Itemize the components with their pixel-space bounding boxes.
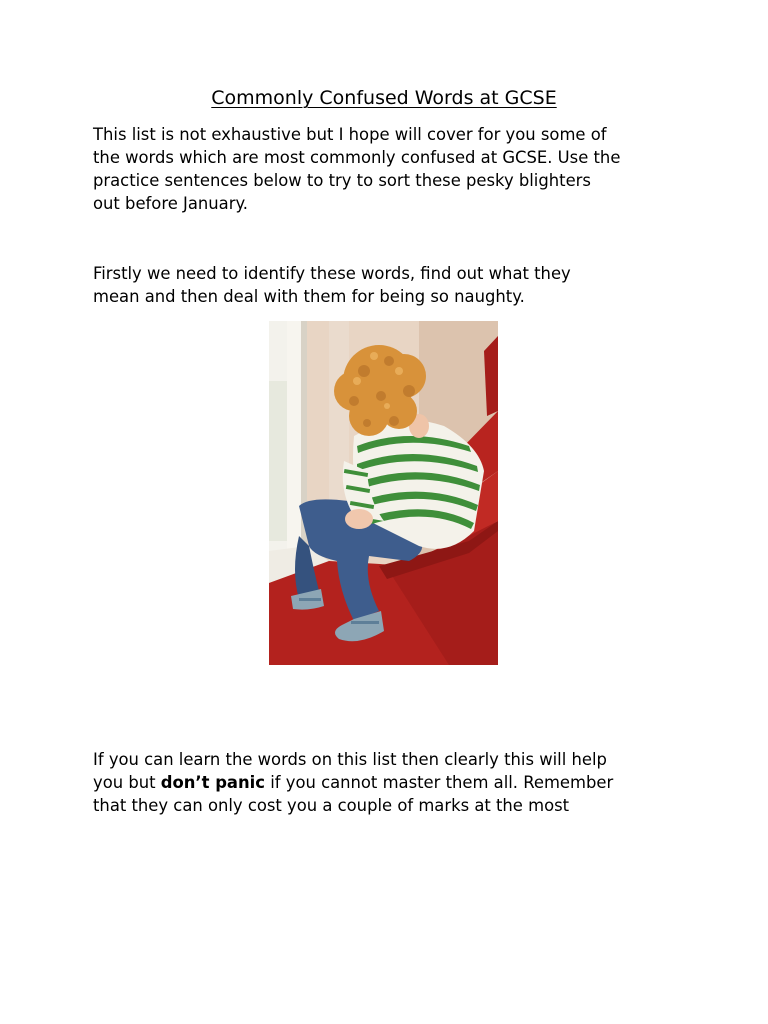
document-title: Commonly Confused Words at GCSE — [211, 87, 557, 109]
closing-line: that they can only cost you a couple of marks at the most — [93, 796, 570, 815]
firstly-line: mean and then deal with them for being so naughty. — [93, 287, 525, 306]
closing-line: If you can learn the words on this list then clearly this will help — [93, 750, 607, 769]
intro-line: the words which are most commonly confused at GCSE. Use the — [93, 148, 621, 167]
closing-line — [93, 771, 683, 794]
firstly-line: Firstly we need to identify these words, find out what they — [93, 264, 571, 283]
intro-paragraph — [93, 123, 683, 215]
closing-paragraph — [93, 748, 683, 817]
intro-line: This list is not exhaustive but I hope will cover for you some of — [93, 125, 607, 144]
dont-panic-emphasis: don’t panic — [160, 773, 265, 792]
intro-line: practice sentences below to try to sort these pesky blighters — [93, 171, 591, 190]
child-on-stairs-photo — [269, 321, 498, 665]
closing-text: if you cannot master them all. Remember — [265, 773, 614, 792]
closing-text: you but — [93, 773, 161, 792]
intro-line: out before January. — [93, 194, 249, 213]
firstly-paragraph — [93, 262, 683, 308]
